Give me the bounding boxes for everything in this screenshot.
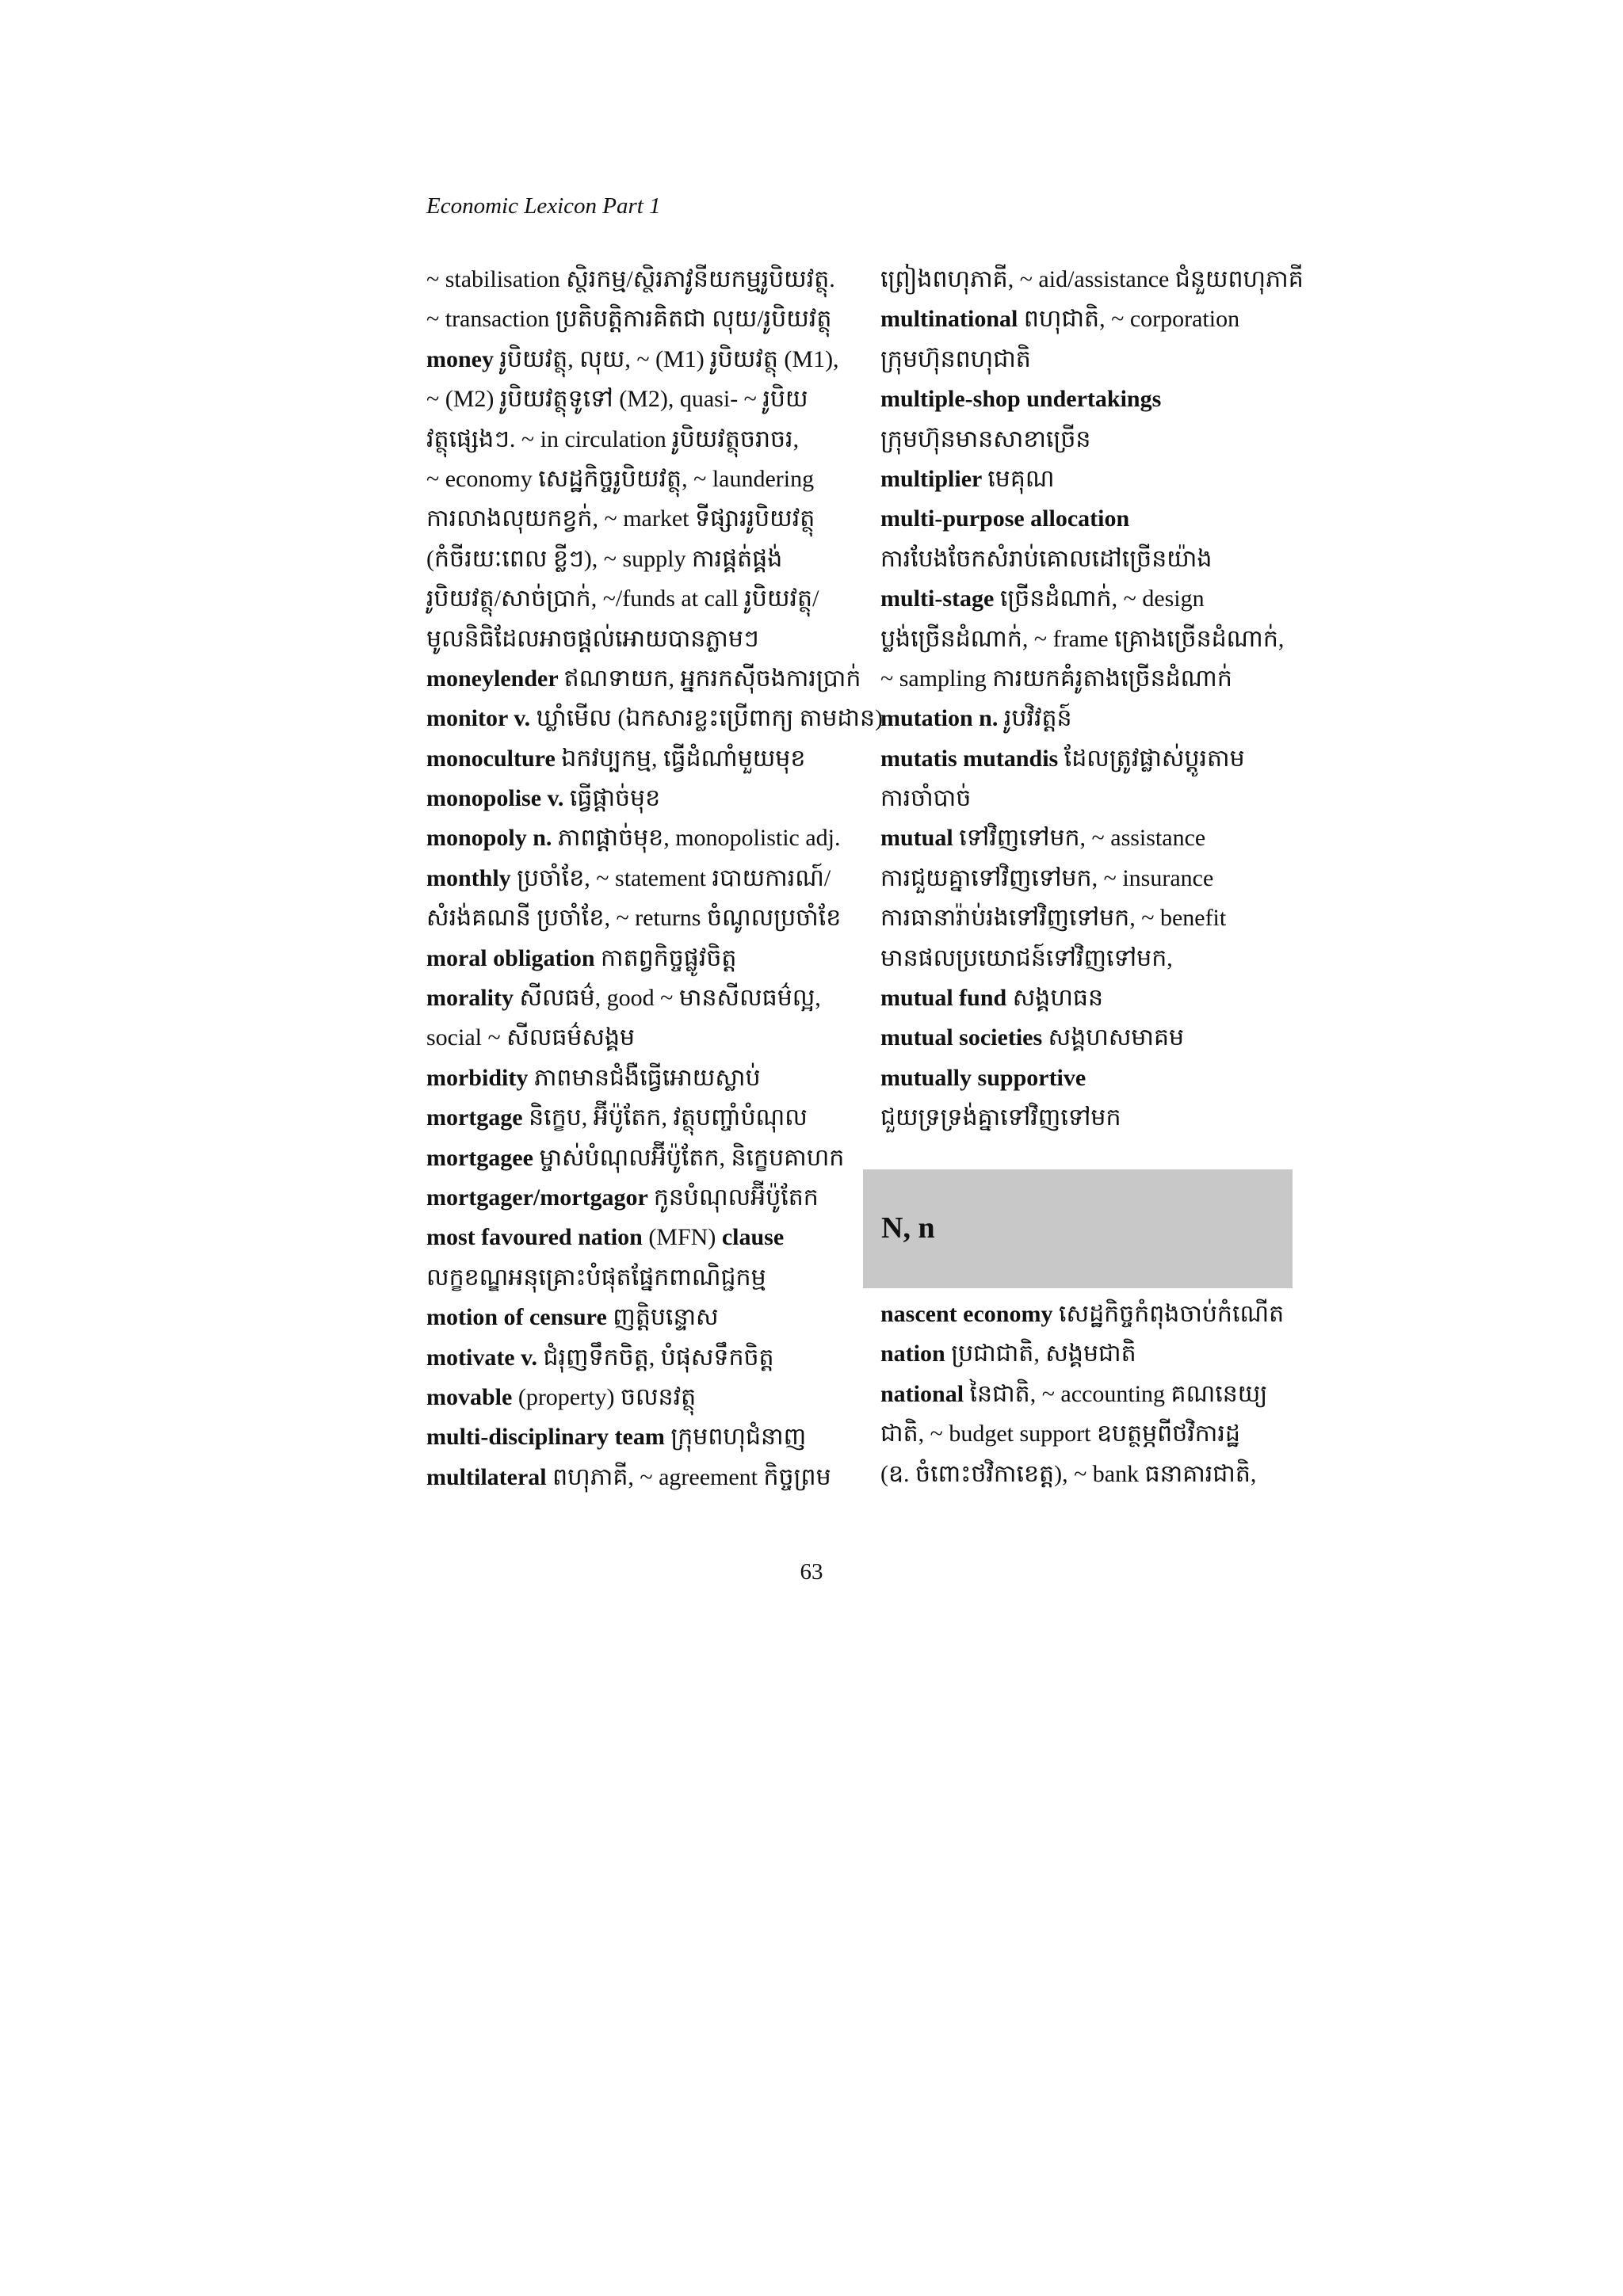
entry-text: ធ្វើផ្តាច់មុខ [569,785,661,812]
entry-term: motivate v. [426,1344,544,1371]
entry-text: លក្ខខណ្ឌអនុគ្រោះបំផុតផ្នែកពាណិជ្ជកម្ម [426,1264,766,1291]
entry-text: វត្ថុផ្សេងៗ. ~ in circulation រូបិយវត្ថុចរាចរ, [426,425,800,452]
entry-term: moral obligation [426,944,601,971]
entry-text: ស្ថិរកម្ម/ស្ថិរភាវូនីយកម្មរូបិយវត្ថុ. [566,266,835,292]
entry-term: mutually supportive [880,1064,1086,1091]
entry-term: monopolise v. [426,785,570,812]
dictionary-line [880,1018,1298,1058]
entry-text: ~ stabilisation [426,266,567,292]
dictionary-line [426,299,844,339]
entry-term: multi-purpose allocation [880,505,1130,532]
entry-text: (កំចីរយៈពេល ខ្លីៗ), ~ supply ការផ្គត់ផ្គង់ [426,545,783,572]
dictionary-line [880,779,1298,818]
dictionary-line [880,499,1298,539]
entry-term: monitor v. [426,705,537,732]
entry-term: multilateral [426,1463,553,1490]
entry-term: mortgage [426,1104,529,1131]
entry-term: monthly [426,864,517,891]
dictionary-line [426,1458,844,1497]
entry-text: សេដ្ឋកិច្ចកំពុងចាប់កំណើត [1058,1301,1285,1327]
entry-text: ព្រៀងពហុភាគី, ~ aid/assistance ជំនួយពហុភាគី [880,266,1304,292]
entry-term: monopoly n. [426,825,558,852]
dictionary-line [426,859,844,898]
entry-text: ទៅវិញទៅមក, ~ assistance [959,825,1206,852]
dictionary-line [880,620,1298,659]
entry-text: ប្រជាជាតិ, សង្គមជាតិ [951,1341,1136,1367]
entry-text: ~ transaction [426,306,556,333]
section-heading-box [863,1169,1293,1288]
entry-term: mutation n. [880,705,1004,732]
right-column [880,260,1304,1138]
entry-text: ញត្តិបន្ទោស [613,1304,719,1331]
entry-text: ជួយទ្រទ្រង់គ្នាទៅវិញទៅមក [880,1104,1121,1131]
page-number: 63 [800,1559,823,1585]
dictionary-line [426,1258,844,1298]
dictionary-line [880,579,1298,619]
entry-text: កូនបំណុលអ៊ីប៉ូតែក [653,1184,819,1211]
dictionary-line [426,1417,844,1457]
entry-text: ភាពមានជំងឺធ្វើអោយស្លាប់ [533,1064,761,1091]
dictionary-line [880,1414,1298,1454]
entry-term: morbidity [426,1064,534,1091]
dictionary-line [880,460,1298,499]
entry-term: morality [426,985,520,1012]
entry-text: ការជួយគ្នាទៅវិញទៅមក, ~ insurance [880,864,1214,891]
dictionary-line [426,739,844,779]
entry-term: multiplier [880,465,988,492]
entry-text: ពហុជាតិ, ~ corporation [1023,306,1240,333]
entry-term: mutatis mutandis [880,745,1064,772]
entry-text: ច្រើនដំណាក់, ~ design [999,585,1205,612]
dictionary-line [880,898,1298,938]
entry-term: motion of censure [426,1304,613,1331]
dictionary-line [426,420,844,460]
entry-term: multi-stage [880,585,1000,612]
dictionary-line [880,260,1304,299]
entry-term: multi-disciplinary team [426,1424,671,1451]
entry-text: ភាពផ្តាច់មុខ, monopolistic adj. [557,825,841,852]
dictionary-line [426,499,844,539]
entry-text: (ឧ. ចំពោះថវិកាខេត្ត), ~ bank ធនាគារជាតិ, [880,1460,1257,1487]
dictionary-line [426,1298,844,1337]
dictionary-line [426,379,844,419]
entry-text: ឥណទាយក, អ្នករកស៊ីចងការប្រាក់ [563,665,861,692]
dictionary-line [426,1378,844,1417]
entry-text: សង្គហធន [1012,985,1103,1012]
entry-text: សីលធម៌, good ~ មានសីលធម៌ល្អ, [519,985,821,1012]
entry-text: ក្រុមហ៊ុនមានសាខាច្រើន [880,425,1091,452]
entry-text: ឯកវប្បកម្ម, ធ្វើដំណាំមួយមុខ [561,745,806,772]
entry-term: mortgagee [426,1144,540,1171]
entry-text: ក្រុមហ៊ុនពហុជាតិ [880,345,1031,372]
entry-text: ជាតិ, ~ budget support ឧបត្ថម្ភពីថវិការដ្ឋ [880,1421,1240,1447]
entry-text: ការលាងលុយកខ្វក់, ~ market ទីផ្សាររូបិយវត្ថុ [426,505,815,532]
dictionary-line [426,1218,844,1257]
dictionary-line [426,1058,844,1098]
entry-text: ប្លង់ច្រើនដំណាក់, ~ frame គ្រោងច្រើនដំណាក់, [880,625,1285,652]
dictionary-line [426,898,844,938]
entry-text: ~ (M2) រូបិយវត្ថុទូទៅ (M2), quasi- ~ រូបិយ [426,386,808,413]
entry-text: ការបែងចែកសំរាប់គោលដៅច្រើនយ៉ាង [880,545,1212,572]
dictionary-line [426,818,844,858]
entry-term: mutual fund [880,985,1013,1012]
entry-text: ជំរុញទឹកចិត្ត, បំផុសទឹកចិត្ត [543,1344,774,1371]
dictionary-line [880,1098,1298,1138]
entry-text: ការធានារ៉ាប់រងទៅវិញទៅមក, ~ benefit [880,905,1227,932]
entry-text: (MFN) [648,1224,722,1251]
entry-term: mutual societies [880,1024,1048,1051]
entry-term: national [880,1380,970,1407]
dictionary-line [426,540,844,579]
entry-term: movable [426,1383,518,1410]
dictionary-line [880,540,1298,579]
dictionary-line [880,939,1298,978]
dictionary-line [880,818,1298,858]
entry-text: ពហុភាគី, ~ agreement កិច្ចព្រម [552,1463,831,1490]
entry-term: nation [880,1341,952,1367]
entry-text: រូបវិវត្តន៍ [1003,705,1072,732]
entry-text: រូបិយវត្ថុ, លុយ, ~ (M1) រូបិយវត្ថុ (M1), [499,345,839,372]
dictionary-line [426,620,844,659]
entry-term: moneylender [426,665,564,692]
dictionary-line [880,299,1298,339]
entry-term: multinational [880,306,1024,333]
dictionary-line [426,978,844,1018]
section-heading: N, n [881,1211,935,1245]
left-column [426,260,883,1497]
entry-text: សំរង់គណនី ប្រចាំខែ, ~ returns ចំណូលប្រចាំខែ [426,905,842,932]
dictionary-line [880,659,1298,699]
entry-term: mortgager/mortgagor [426,1184,654,1211]
dictionary-line [426,779,844,818]
dictionary-line [426,1338,844,1378]
dictionary-line [880,978,1298,1018]
entry-text: មូលនិធិដែលអាចផ្តល់អោយបានភ្លាមៗ [426,625,759,652]
dictionary-line [426,579,844,619]
entry-text: នៃជាតិ, ~ accounting គណនេយ្យ [969,1380,1268,1407]
dictionary-line [880,340,1298,379]
entry-text: រូបិយវត្ថុ/សាច់ប្រាក់, ~/funds at call រូបិយវត្ថុ/ [426,585,819,612]
dictionary-line [880,1455,1298,1494]
entry-term: multiple-shop undertakings [880,386,1162,413]
entry-text: សង្គហសមាគម [1048,1024,1185,1051]
entry-text: និក្ខេប, អ៊ីប៉ូតែក, វត្ថុបញ្ចាំបំណុល [529,1104,808,1131]
entry-term: nascent economy [880,1301,1059,1327]
dictionary-line [426,1178,844,1218]
entry-text: ~ sampling ការយកគំរូតាងច្រើនដំណាក់ [880,665,1232,692]
entry-text: មេគុណ [987,465,1055,492]
dictionary-line [426,1098,844,1138]
right-column-continued [880,1295,1298,1494]
dictionary-line [426,699,883,738]
entry-text: ឃ្លាំមើល (ឯកសារខ្លះប្រើពាក្យ តាមដាន) [536,705,883,732]
dictionary-line [880,739,1298,779]
entry-text: social ~ សីលធម៌សង្គម [426,1024,636,1051]
entry-term: mutual [880,825,960,852]
dictionary-line [880,1375,1298,1414]
dictionary-line [426,939,844,978]
dictionary-line [426,1138,844,1178]
entry-text: ~ economy សេដ្ឋកិច្ចរូបិយវត្ថុ, ~ laundering [426,465,815,492]
entry-text: ប្រតិបត្តិការគិតជា លុយ/រូបិយវត្ថុ [555,306,832,333]
entry-text: ក្រុមពហុជំនាញ [670,1424,807,1451]
dictionary-line [880,420,1298,460]
dictionary-line [426,340,844,379]
dictionary-line [880,1334,1298,1374]
entry-term: clause [721,1224,785,1251]
entry-text: មានផលប្រយោជន៍ទៅវិញទៅមក, [880,944,1173,971]
dictionary-line [880,699,1298,738]
dictionary-line [426,659,861,699]
entry-text: ការចាំបាច់ [880,785,972,812]
entry-text: កាតព្វកិច្ចផ្លូវចិត្ត [601,944,737,971]
dictionary-line [426,460,844,499]
dictionary-line [880,379,1298,419]
dictionary-line [426,1018,844,1058]
dictionary-line [426,260,844,299]
dictionary-line [880,859,1298,898]
entry-text: ដែលត្រូវផ្លាស់ប្តូរតាម [1064,745,1245,772]
entry-term: monoculture [426,745,562,772]
dictionary-line [880,1058,1298,1098]
entry-text: ប្រចាំខែ, ~ statement របាយការណ៍/ [517,864,831,891]
running-header: Economic Lexicon Part 1 [426,193,661,219]
entry-term: most favoured nation [426,1224,649,1251]
entry-term: money [426,345,500,372]
entry-text: (property) ចលនវត្ថុ [517,1383,697,1410]
entry-text: ម្ចាស់បំណុលអ៊ីប៉ូតែក, និក្ខេបគាហក [539,1144,845,1171]
dictionary-line [880,1295,1298,1334]
